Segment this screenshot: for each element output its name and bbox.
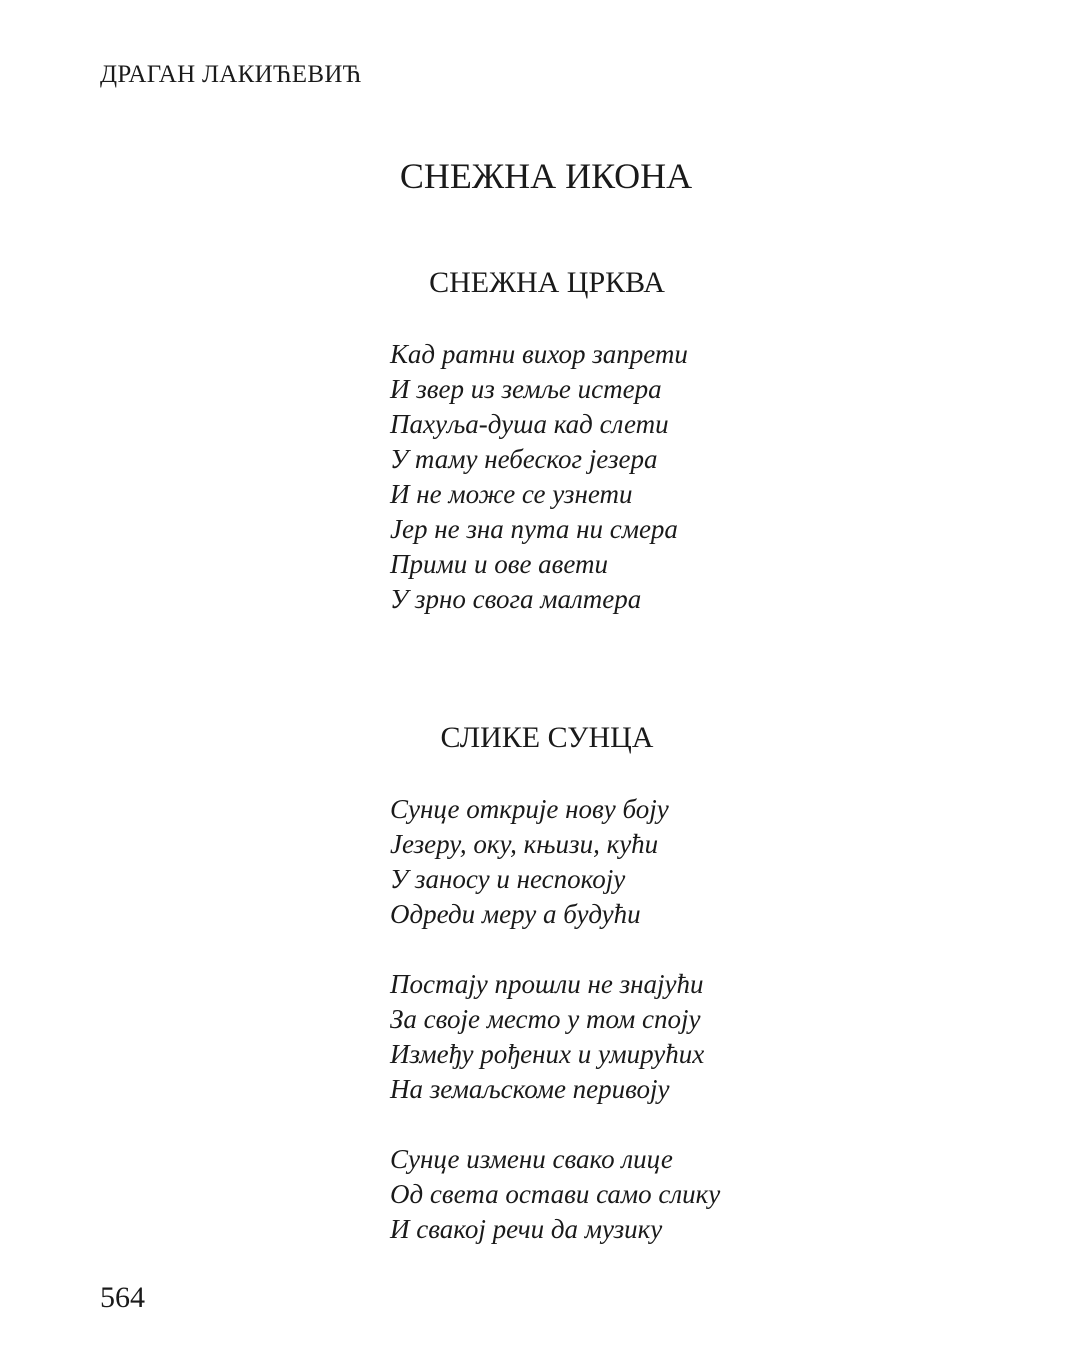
verse-line: У зрно свога малтера [390, 584, 642, 614]
page-title: СНЕЖНА ИКОНА [399, 156, 693, 196]
verse-line: И свакој речи да музику [390, 1214, 663, 1244]
verse-line: У таму небеског језера [390, 444, 658, 474]
verse-line: На земаљскоме перивоју [390, 1074, 670, 1104]
verse-line: Сунце измени свако лице [390, 1144, 673, 1174]
verse-line: Језеру, оку, књизи, кући [390, 829, 659, 859]
stanza [390, 967, 704, 1107]
verse-line: Одреди меру а будући [390, 899, 641, 929]
stanza [390, 792, 669, 932]
verse-line: Прими и ове авети [390, 549, 609, 579]
poem-title: СЛИКЕ СУНЦА [440, 721, 654, 754]
verse-line: За своје место у том споју [390, 1004, 701, 1034]
verse-line: Кад ратни вихор запрети [390, 339, 688, 369]
verse-line: У заносу и неспокоју [390, 864, 626, 894]
verse-line: И не може се узнети [390, 479, 633, 509]
verse-line: И звер из земље истера [390, 374, 662, 404]
verse-line: Постају прошли не знајући [390, 969, 704, 999]
stanza [390, 1142, 720, 1247]
poem-title: СНЕЖНА ЦРКВА [429, 266, 665, 299]
verse-line: Између рођених и умирућих [390, 1039, 705, 1069]
verse-line: Сунце открије нову боју [390, 794, 669, 824]
running-head: ДРАГАН ЛАКИЋЕВИЋ [100, 61, 362, 88]
verse-line: Пахуља-душа кад слети [390, 409, 669, 439]
stanza [390, 337, 688, 617]
verse-line: Јер не зна пута ни смера [390, 514, 678, 544]
page-number: 564 [100, 1281, 145, 1314]
verse-line: Од света остави само слику [390, 1179, 721, 1209]
